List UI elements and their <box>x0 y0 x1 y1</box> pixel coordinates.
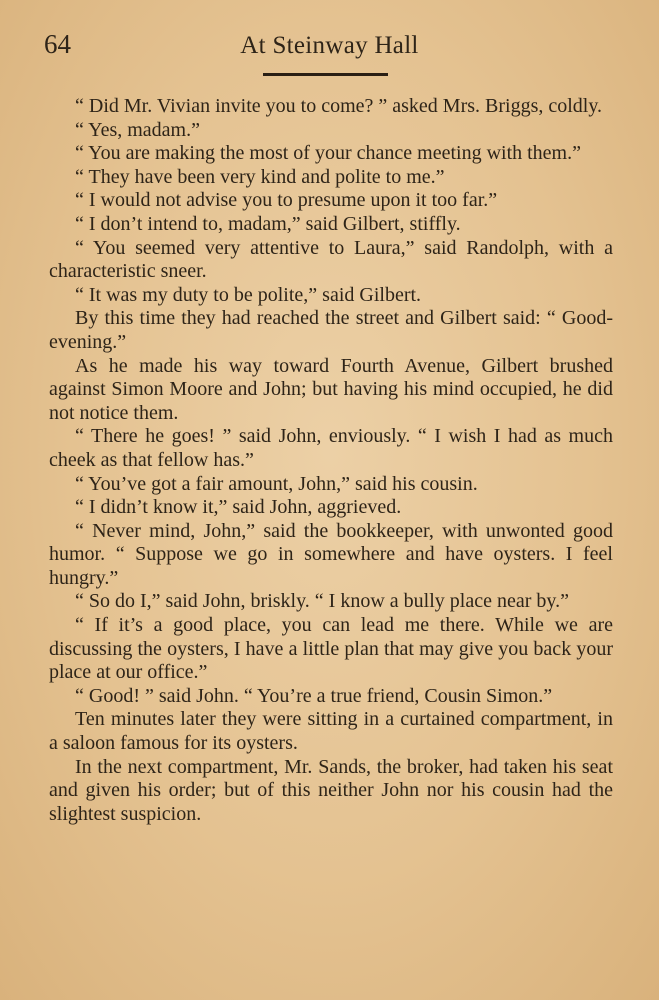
paragraph: “ I would not advise you to presume upon it too far.” <box>75 189 498 212</box>
paragraph: By this time they had reached the street and Gilbert said: “ Good-evening.” <box>49 307 613 353</box>
paragraph: “ Never mind, John,” said the bookkeeper, with unwonted good humor. “ Suppose we go in somewhere and have oysters. I feel hungry.” <box>49 519 613 589</box>
paragraph: As he made his way toward Fourth Avenue, Gilbert brushed against Simon Moore and John; but having his mind occupied, he did not notice them. <box>49 354 613 424</box>
paragraph: “ Yes, madam.” <box>75 118 200 141</box>
paragraph: “ Good! ” said John. “ You’re a true friend, Cousin Simon.” <box>75 684 553 707</box>
paragraph: “ You’ve got a fair amount, John,” said his cousin. <box>75 472 478 495</box>
running-title: At Steinway Hall <box>240 32 419 59</box>
paragraph: “ I don’t intend to, madam,” said Gilbert, stiffly. <box>75 212 461 235</box>
paragraph: “ Did Mr. Vivian invite you to come? ” asked Mrs. Briggs, coldly. <box>75 95 603 117</box>
paragraph: “ So do I,” said John, briskly. “ I know a bully place near by.” <box>75 590 569 613</box>
body-text <box>49 95 613 826</box>
paragraph: In the next compartment, Mr. Sands, the broker, had taken his seat and given his order; but of this neither John nor his cousin had the slightest suspicion. <box>49 755 613 825</box>
paragraph: “ I didn’t know it,” said John, aggrieved. <box>75 496 402 519</box>
paragraph: “ You are making the most of your chance meeting with them.” <box>75 142 581 165</box>
header-rule <box>263 73 388 76</box>
paragraph: Ten minutes later they were sitting in a curtained compartment, in a saloon famous for its oysters. <box>49 708 613 755</box>
paragraph: “ It was my duty to be polite,” said Gilbert. <box>75 283 422 306</box>
page-number: 64 <box>44 29 71 59</box>
paragraph: “ If it’s a good place, you can lead me there. While we are discussing the oysters, I have a little plan that may give you back your place at our office.” <box>49 614 613 684</box>
paragraph: “ You seemed very attentive to Laura,” said Randolph, with a characteristic sneer. <box>49 236 613 283</box>
paragraph: “ There he goes! ” said John, enviously. “ I wish I had as much cheek as that fellow has.” <box>49 425 613 471</box>
paragraph: “ They have been very kind and polite to me.” <box>75 165 445 188</box>
